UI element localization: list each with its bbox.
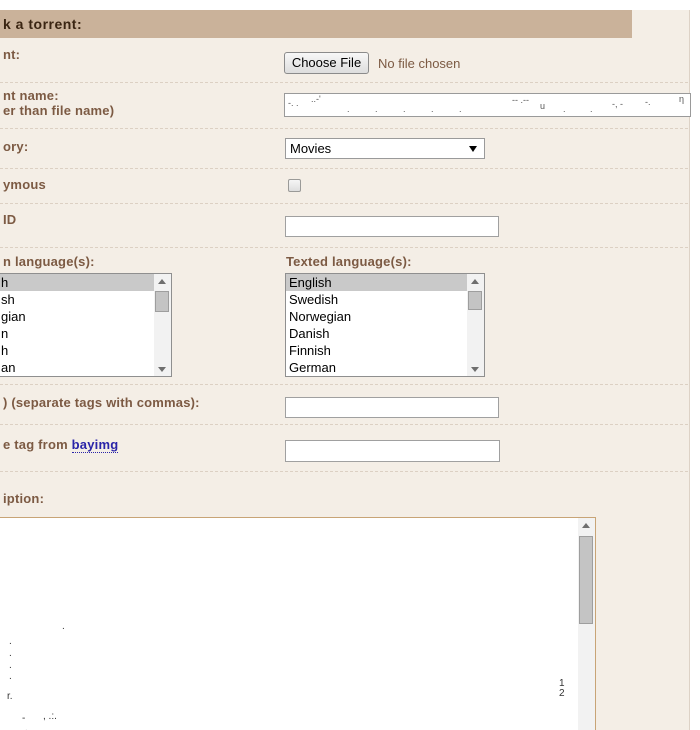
text-fragment: . (25, 723, 28, 730)
divider (0, 82, 688, 83)
scrollbar-thumb[interactable] (155, 291, 169, 312)
imdb-id-label: ID (3, 212, 17, 227)
text-fragment: . (347, 104, 350, 114)
torrent-name-label-line1: nt name: (3, 88, 59, 103)
divider (0, 128, 688, 129)
text-fragment: ..-' (311, 94, 321, 104)
text-fragment: . (431, 104, 434, 114)
text-fragment: -. (645, 97, 651, 107)
text-fragment: , .:. (43, 711, 57, 722)
text-fragment: . (9, 636, 12, 647)
text-fragment: - (22, 713, 26, 724)
text-fragment: . (459, 104, 462, 114)
torrent-name-input[interactable] (284, 93, 691, 117)
category-select[interactable] (285, 138, 485, 159)
anonymous-checkbox[interactable] (288, 179, 301, 192)
category-selected-value: Movies (290, 141, 332, 156)
scrollbar-thumb[interactable] (579, 536, 593, 624)
list-item[interactable]: Swedish (289, 292, 339, 307)
page-title-text: k a torrent: (3, 16, 83, 32)
imdb-id-input[interactable] (285, 216, 499, 237)
scroll-down-icon[interactable] (154, 361, 171, 376)
list-item[interactable]: German (289, 360, 336, 375)
scrollbar[interactable] (467, 274, 484, 376)
spoken-languages-label: n language(s): (3, 254, 95, 269)
choose-file-button[interactable]: Choose File (284, 52, 369, 74)
category-label: ory: (3, 139, 29, 154)
text-fragment: . (9, 671, 12, 682)
text-fragment: . (62, 621, 65, 632)
texted-languages-list[interactable] (285, 273, 485, 377)
divider (0, 203, 688, 204)
scroll-down-icon[interactable] (467, 361, 484, 376)
list-item[interactable]: h (1, 343, 9, 358)
divider (0, 471, 688, 472)
text-fragment: -, - (612, 99, 623, 109)
torrent-name-label-line2: er than file name) (3, 103, 115, 118)
text-fragment: . (563, 104, 566, 114)
scrollbar-thumb[interactable] (468, 291, 482, 310)
anonymous-label: ymous (3, 177, 46, 192)
page-title (0, 10, 632, 38)
image-tag-label-text: e tag from (3, 437, 72, 452)
tags-label: ) (separate tags with commas): (3, 395, 200, 410)
list-item[interactable]: English (286, 274, 467, 291)
list-item[interactable]: sh (1, 292, 15, 307)
text-fragment: 2 (559, 688, 565, 699)
scrollbar[interactable] (578, 518, 595, 730)
divider (0, 384, 688, 385)
list-item[interactable]: Finnish (289, 343, 331, 358)
scroll-up-icon[interactable] (578, 518, 595, 533)
text-fragment: u (540, 101, 546, 111)
tags-input[interactable] (285, 397, 499, 418)
scrollbar[interactable] (154, 274, 171, 376)
text-fragment: . (375, 104, 378, 114)
text-fragment: . (590, 104, 593, 114)
list-item[interactable]: n (1, 326, 9, 341)
text-fragment: . (9, 648, 12, 659)
chevron-down-icon (469, 146, 477, 152)
list-item[interactable]: Norwegian (289, 309, 352, 324)
text-fragment: r. (7, 691, 13, 702)
divider (0, 247, 688, 248)
bayimg-link[interactable]: bayimg (71, 437, 119, 452)
text-fragment: -- .-- (512, 95, 529, 105)
torrent-file-label: nt: (3, 47, 21, 62)
texted-languages-label: Texted language(s): (286, 254, 412, 269)
text-fragment: . (9, 660, 12, 671)
list-item[interactable]: h (0, 274, 154, 291)
spoken-languages-list[interactable] (0, 273, 172, 377)
text-fragment: 1 (559, 678, 565, 689)
text-fragment: . (403, 104, 406, 114)
image-tag-input[interactable] (285, 440, 500, 462)
list-item[interactable]: an (1, 360, 16, 375)
list-item[interactable]: Danish (289, 326, 330, 341)
divider (0, 424, 688, 425)
text-fragment: -. . (288, 98, 299, 108)
divider (0, 168, 688, 169)
scroll-up-icon[interactable] (467, 274, 484, 289)
description-label: iption: (3, 491, 45, 506)
scroll-up-icon[interactable] (154, 274, 171, 289)
image-tag-label (3, 437, 118, 452)
text-fragment: η (679, 94, 685, 104)
file-chosen-status: No file chosen (378, 56, 461, 71)
description-textarea[interactable] (0, 517, 596, 730)
list-item[interactable]: gian (1, 309, 26, 324)
